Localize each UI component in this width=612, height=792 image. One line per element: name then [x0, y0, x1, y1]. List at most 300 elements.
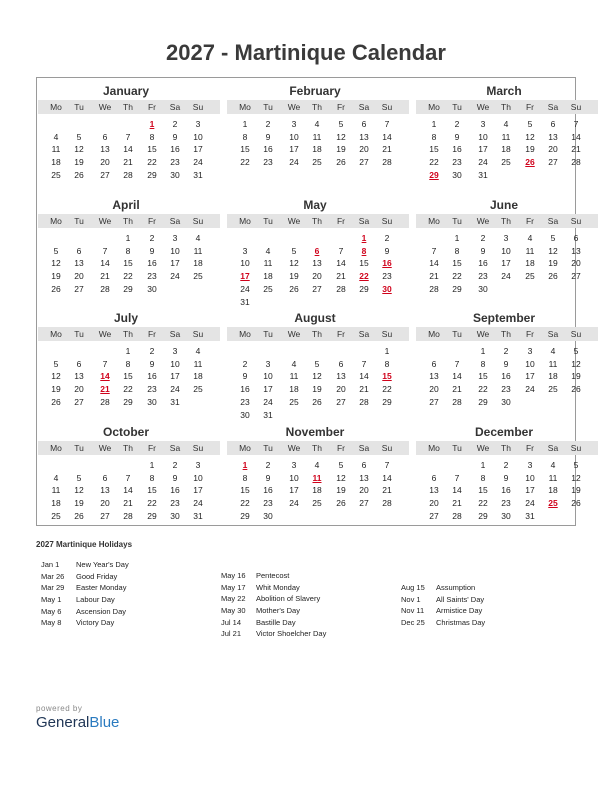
day-cell: 29 — [123, 396, 133, 407]
day-cell: 20 — [100, 498, 110, 509]
day-cell: 8 — [242, 131, 248, 142]
day-cell: 24 — [525, 498, 535, 509]
day-cell: 21 — [100, 271, 110, 282]
day-cell: 3 — [195, 119, 201, 129]
day-cell: 13 — [312, 258, 322, 269]
day-cell: 24 — [501, 271, 511, 282]
day-cell: 22 — [240, 157, 250, 168]
day-cell: 21 — [336, 271, 346, 282]
day-cell: 3 — [480, 119, 486, 129]
day-cell: 30 — [170, 169, 180, 180]
weekday-label: We — [98, 329, 112, 339]
weekday-label: Sa — [169, 329, 181, 339]
day-cell: 15 — [123, 371, 133, 382]
weekday-label: We — [476, 102, 490, 112]
weekday-label: Su — [192, 102, 204, 112]
month-name: April — [112, 198, 140, 212]
month-name: February — [289, 84, 341, 98]
day-cell: 17 — [525, 485, 535, 496]
day-cell: 29 — [359, 283, 369, 294]
day-cell: 21 — [123, 498, 133, 509]
day-cell: 15 — [123, 258, 133, 269]
day-cell: 14 — [123, 144, 133, 155]
weekday-label: Th — [312, 329, 322, 339]
day-cell: 30 — [147, 396, 157, 407]
weekday-label: Th — [501, 216, 511, 226]
day-cell: 28 — [100, 283, 110, 294]
day-cell: 22 — [382, 384, 392, 395]
weekday-label: Sa — [547, 329, 559, 339]
weekday-label: Su — [381, 216, 393, 226]
day-cell: 29 — [240, 510, 250, 521]
day-cell: 28 — [336, 283, 346, 294]
holiday-date: Jul 14 — [221, 617, 242, 627]
holiday-name: Whit Monday — [256, 582, 300, 592]
day-cell: 10 — [240, 258, 250, 269]
holiday-day-cell: 1 — [361, 233, 367, 243]
holiday-date: Dec 25 — [401, 618, 425, 628]
day-cell: 4 — [265, 245, 271, 256]
day-cell: 19 — [289, 271, 299, 282]
weekday-label: Sa — [169, 102, 181, 112]
day-cell: 24 — [289, 157, 299, 168]
day-cell: 16 — [263, 144, 273, 155]
holiday-day-cell: 8 — [361, 245, 367, 256]
day-cell: 16 — [170, 144, 180, 155]
day-cell: 23 — [170, 498, 180, 509]
day-cell: 4 — [550, 346, 556, 356]
day-cell: 22 — [429, 157, 439, 168]
day-cell: 8 — [480, 358, 486, 369]
day-cell: 31 — [240, 296, 250, 307]
day-cell: 12 — [525, 131, 535, 142]
day-cell: 19 — [548, 258, 558, 269]
day-cell: 11 — [548, 472, 558, 483]
weekday-label: Fr — [336, 216, 346, 226]
day-cell: 27 — [429, 510, 439, 521]
day-cell: 3 — [527, 460, 533, 470]
weekday-header — [38, 100, 220, 114]
day-cell: 15 — [147, 485, 157, 496]
day-cell: 23 — [382, 271, 392, 282]
day-cell: 4 — [550, 460, 556, 470]
day-cell: 6 — [361, 460, 367, 470]
day-cell: 30 — [452, 169, 462, 180]
day-cell: 11 — [548, 358, 558, 369]
day-cell: 8 — [149, 472, 155, 483]
day-cell: 18 — [263, 271, 273, 282]
holiday-day-cell: 26 — [525, 157, 535, 168]
weekday-label: We — [98, 102, 112, 112]
day-cell: 11 — [501, 131, 511, 142]
month-name: November — [285, 425, 345, 439]
day-cell: 23 — [501, 498, 511, 509]
day-cell: 13 — [429, 485, 439, 496]
day-cell: 5 — [527, 119, 533, 129]
day-cell: 6 — [550, 119, 556, 129]
day-cell: 9 — [149, 358, 155, 369]
footer — [36, 704, 119, 731]
weekday-label: Fr — [336, 443, 346, 453]
day-cell: 10 — [289, 472, 299, 483]
day-cell: 6 — [431, 358, 437, 369]
month-december — [422, 419, 586, 531]
day-cell: 6 — [431, 472, 437, 483]
weekday-label: Fr — [525, 329, 535, 339]
day-cell: 15 — [478, 371, 488, 382]
day-cell: 5 — [314, 358, 320, 369]
day-cell: 29 — [478, 396, 488, 407]
month-name: June — [489, 198, 518, 212]
day-cell: 26 — [312, 396, 322, 407]
day-cell: 25 — [51, 510, 61, 521]
day-cell: 7 — [102, 245, 108, 256]
month-name: December — [474, 425, 534, 439]
day-cell: 27 — [429, 396, 439, 407]
day-cell: 3 — [195, 460, 201, 470]
weekday-label: Tu — [452, 443, 462, 453]
day-cell: 23 — [263, 498, 273, 509]
weekday-header — [227, 327, 409, 341]
weekday-header — [38, 441, 220, 455]
day-cell: 12 — [336, 131, 346, 142]
day-cell: 9 — [172, 472, 178, 483]
day-cell: 19 — [74, 498, 84, 509]
day-cell: 21 — [382, 144, 392, 155]
day-cell: 27 — [100, 169, 110, 180]
day-cell: 11 — [193, 245, 203, 256]
day-cell: 13 — [100, 485, 110, 496]
day-cell: 2 — [172, 119, 178, 129]
day-cell: 4 — [314, 460, 320, 470]
weekday-label: Sa — [358, 216, 370, 226]
day-cell: 25 — [548, 384, 558, 395]
weekday-label: Th — [123, 329, 133, 339]
day-cell: 9 — [480, 245, 486, 256]
weekday-label: Sa — [358, 443, 370, 453]
weekday-label: Su — [192, 329, 204, 339]
weekday-label: Tu — [74, 216, 84, 226]
day-cell: 3 — [265, 358, 271, 369]
day-cell: 13 — [74, 258, 84, 269]
holiday-date: Nov 1 — [401, 594, 421, 604]
weekday-label: Tu — [74, 443, 84, 453]
holiday-day-cell: 1 — [242, 460, 248, 470]
day-cell: 31 — [193, 510, 203, 521]
day-cell: 10 — [170, 245, 180, 256]
holiday-day-cell: 25 — [548, 498, 558, 509]
day-cell: 24 — [193, 498, 203, 509]
weekday-label: Su — [192, 216, 204, 226]
weekday-label: Mo — [50, 102, 62, 112]
day-cell: 6 — [76, 245, 82, 256]
day-cell: 2 — [149, 346, 155, 356]
day-cell: 7 — [125, 472, 131, 483]
day-cell: 8 — [454, 245, 460, 256]
day-cell: 23 — [147, 271, 157, 282]
day-cell: 12 — [51, 371, 61, 382]
day-cell: 12 — [548, 245, 558, 256]
holiday-date: May 1 — [41, 595, 62, 605]
day-cell: 10 — [289, 131, 299, 142]
day-cell: 1 — [431, 119, 437, 129]
day-cell: 18 — [289, 384, 299, 395]
day-cell: 10 — [170, 358, 180, 369]
day-cell: 23 — [240, 396, 250, 407]
day-cell: 29 — [147, 169, 157, 180]
day-cell: 18 — [501, 144, 511, 155]
day-cell: 13 — [359, 131, 369, 142]
holiday-day-cell: 16 — [382, 258, 392, 269]
day-cell: 16 — [147, 371, 157, 382]
day-cell: 14 — [452, 371, 462, 382]
day-cell: 30 — [263, 510, 273, 521]
day-cell: 8 — [125, 245, 131, 256]
holiday-name: Assumption — [436, 583, 476, 592]
day-cell: 14 — [100, 258, 110, 269]
day-cell: 12 — [571, 472, 581, 483]
holiday-name: Pentecost — [256, 571, 290, 580]
day-cell: 21 — [452, 384, 462, 395]
weekday-label: Fr — [147, 102, 157, 112]
weekday-label: Fr — [525, 102, 535, 112]
day-cell: 14 — [123, 485, 133, 496]
day-cell: 27 — [100, 510, 110, 521]
day-cell: 30 — [147, 283, 157, 294]
day-cell: 25 — [525, 271, 535, 282]
day-cell: 26 — [548, 271, 558, 282]
day-cell: 5 — [338, 460, 344, 470]
day-cell: 31 — [263, 409, 273, 420]
day-cell: 19 — [51, 271, 61, 282]
day-cell: 20 — [100, 157, 110, 168]
day-cell: 8 — [384, 358, 390, 369]
month-november — [233, 419, 397, 531]
day-cell: 22 — [478, 498, 488, 509]
day-cell: 25 — [289, 396, 299, 407]
day-cell: 4 — [503, 119, 509, 129]
day-cell: 19 — [51, 384, 61, 395]
month-name: August — [294, 311, 336, 325]
day-cell: 3 — [527, 346, 533, 356]
day-cell: 24 — [170, 271, 180, 282]
day-cell: 21 — [359, 384, 369, 395]
holiday-name: Easter Monday — [76, 583, 127, 593]
day-cell: 15 — [240, 485, 250, 496]
day-cell: 2 — [265, 119, 271, 129]
day-cell: 3 — [172, 233, 178, 243]
weekday-label: Mo — [239, 329, 251, 339]
month-march — [422, 78, 586, 190]
weekday-label: Fr — [147, 443, 157, 453]
day-cell: 21 — [429, 271, 439, 282]
day-cell: 18 — [312, 144, 322, 155]
day-cell: 13 — [100, 144, 110, 155]
holiday-name: Armistice Day — [436, 606, 483, 616]
day-cell: 28 — [100, 396, 110, 407]
day-cell: 31 — [170, 396, 180, 407]
holiday-date: Jan 1 — [41, 560, 60, 569]
day-cell: 29 — [382, 396, 392, 407]
month-name: July — [113, 311, 138, 325]
day-cell: 3 — [291, 460, 297, 470]
weekday-label: We — [287, 102, 301, 112]
day-cell: 8 — [480, 472, 486, 483]
weekday-label: Su — [570, 102, 582, 112]
day-cell: 1 — [454, 233, 460, 243]
day-cell: 12 — [312, 371, 322, 382]
day-cell: 6 — [102, 131, 108, 142]
weekday-label: Th — [312, 443, 322, 453]
day-cell: 7 — [125, 131, 131, 142]
weekday-label: Mo — [428, 443, 440, 453]
day-cell: 27 — [359, 157, 369, 168]
holiday-date: Aug 15 — [401, 583, 425, 592]
day-cell: 15 — [359, 258, 369, 269]
day-cell: 28 — [123, 169, 133, 180]
day-cell: 28 — [359, 396, 369, 407]
weekday-label: Fr — [147, 329, 157, 339]
holiday-name: Abolition of Slavery — [256, 594, 321, 604]
day-cell: 19 — [525, 144, 535, 155]
day-cell: 28 — [382, 157, 392, 168]
day-cell: 27 — [359, 498, 369, 509]
weekday-label: Mo — [428, 216, 440, 226]
day-cell: 18 — [525, 258, 535, 269]
holiday-day-cell: 29 — [429, 169, 439, 180]
day-cell: 17 — [501, 258, 511, 269]
month-name: March — [486, 84, 522, 98]
day-cell: 3 — [503, 233, 509, 243]
weekday-label: Mo — [428, 329, 440, 339]
day-cell: 26 — [336, 498, 346, 509]
weekday-header — [38, 214, 220, 228]
day-cell: 29 — [123, 283, 133, 294]
holiday-name: Christmas Day — [436, 618, 486, 628]
day-cell: 8 — [149, 131, 155, 142]
day-cell: 13 — [429, 371, 439, 382]
day-cell: 7 — [384, 119, 390, 129]
day-cell: 1 — [480, 460, 486, 470]
day-cell: 13 — [336, 371, 346, 382]
holiday-date: Mar 26 — [41, 571, 65, 581]
brand-name-part2: Blue — [89, 714, 120, 731]
day-cell: 10 — [193, 131, 203, 142]
day-cell: 12 — [74, 144, 84, 155]
day-cell: 16 — [501, 485, 511, 496]
weekday-label: Th — [501, 329, 511, 339]
day-cell: 31 — [478, 169, 488, 180]
holiday-name: Bastille Day — [256, 617, 296, 627]
day-cell: 20 — [312, 271, 322, 282]
day-cell: 1 — [384, 346, 390, 356]
day-cell: 6 — [102, 472, 108, 483]
month-october — [44, 419, 208, 531]
day-cell: 23 — [263, 157, 273, 168]
day-cell: 30 — [501, 396, 511, 407]
day-cell: 26 — [51, 396, 61, 407]
day-cell: 14 — [382, 131, 392, 142]
day-cell: 17 — [289, 485, 299, 496]
weekday-header — [227, 441, 409, 455]
brand-logo — [36, 714, 119, 731]
weekday-label: We — [98, 216, 112, 226]
day-cell: 18 — [312, 485, 322, 496]
day-cell: 3 — [291, 119, 297, 129]
weekday-label: Su — [570, 329, 582, 339]
brand-name-part1: General — [36, 714, 90, 731]
weekday-label: Su — [381, 443, 393, 453]
month-name: October — [102, 425, 149, 439]
day-cell: 1 — [149, 460, 155, 470]
weekday-label: Sa — [169, 443, 181, 453]
day-cell: 25 — [312, 498, 322, 509]
day-cell: 19 — [336, 144, 346, 155]
day-cell: 22 — [123, 384, 133, 395]
day-cell: 21 — [571, 144, 581, 155]
weekday-label: Mo — [50, 443, 62, 453]
day-cell: 21 — [123, 157, 133, 168]
day-cell: 15 — [147, 144, 157, 155]
day-cell: 29 — [478, 510, 488, 521]
day-cell: 22 — [123, 271, 133, 282]
day-cell: 11 — [312, 131, 322, 142]
day-cell: 14 — [571, 131, 581, 142]
day-cell: 4 — [527, 233, 533, 243]
day-cell: 12 — [289, 258, 299, 269]
day-cell: 4 — [195, 233, 201, 243]
day-cell: 18 — [548, 371, 558, 382]
day-cell: 1 — [125, 346, 131, 356]
month-july — [44, 305, 208, 417]
day-cell: 10 — [501, 245, 511, 256]
day-cell: 26 — [571, 498, 581, 509]
day-cell: 17 — [289, 144, 299, 155]
day-cell: 17 — [170, 258, 180, 269]
day-cell: 10 — [525, 358, 535, 369]
month-name: January — [102, 84, 150, 98]
day-cell: 7 — [384, 460, 390, 470]
weekday-label: Tu — [74, 102, 84, 112]
day-cell: 2 — [149, 233, 155, 243]
weekday-header — [227, 214, 409, 228]
weekday-header — [38, 327, 220, 341]
weekday-label: Su — [192, 443, 204, 453]
weekday-label: We — [476, 329, 490, 339]
holiday-date: May 8 — [41, 618, 62, 628]
day-cell: 30 — [478, 283, 488, 294]
day-cell: 24 — [170, 384, 180, 395]
day-cell: 13 — [548, 131, 558, 142]
weekday-label: Sa — [547, 216, 559, 226]
day-cell: 6 — [573, 233, 579, 243]
weekday-label: Fr — [525, 216, 535, 226]
day-cell: 3 — [172, 346, 178, 356]
day-cell: 1 — [242, 119, 248, 129]
holiday-name: Labour Day — [76, 595, 115, 605]
day-cell: 6 — [338, 358, 344, 369]
weekday-label: We — [287, 443, 301, 453]
day-cell: 24 — [263, 396, 273, 407]
weekday-label: Sa — [169, 216, 181, 226]
day-cell: 11 — [263, 258, 273, 269]
day-cell: 25 — [263, 283, 273, 294]
day-cell: 23 — [501, 384, 511, 395]
day-cell: 9 — [454, 131, 460, 142]
weekday-label: Fr — [336, 102, 346, 112]
weekday-label: Tu — [263, 216, 273, 226]
day-cell: 30 — [501, 510, 511, 521]
